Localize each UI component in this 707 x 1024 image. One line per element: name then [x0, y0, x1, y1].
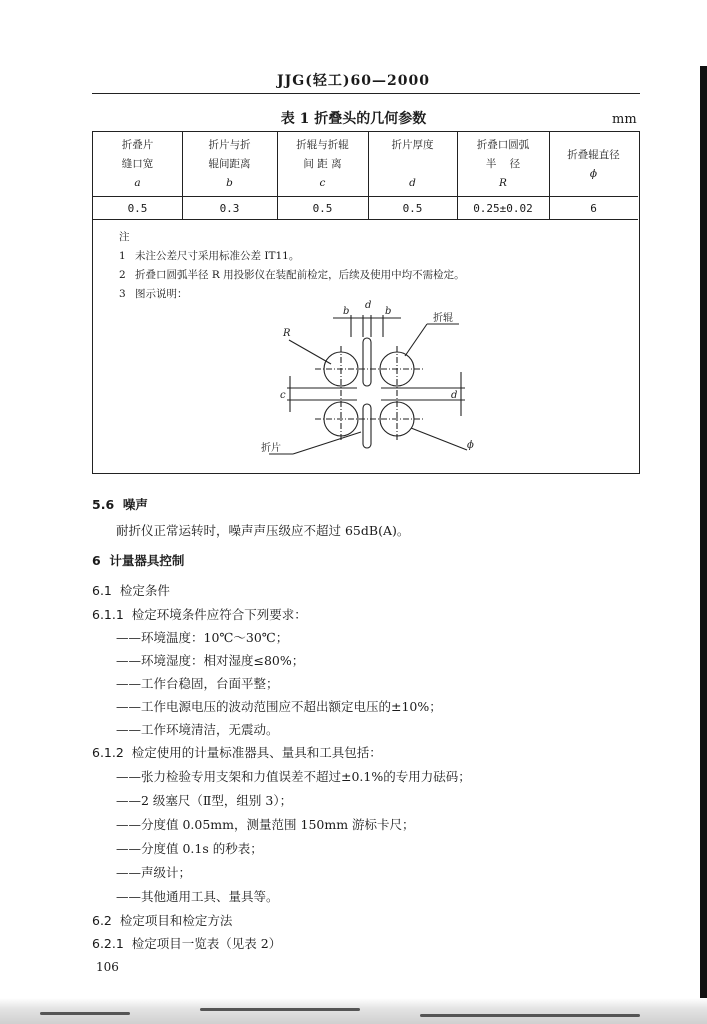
header-text: 折辊与折辊	[296, 139, 349, 151]
table-caption: 表 1 折叠头的几何参数	[280, 111, 427, 127]
section-heading	[92, 934, 281, 952]
section-heading	[92, 743, 382, 761]
note-number: 3	[119, 288, 126, 300]
value-cell-c: 0.5	[312, 202, 333, 215]
running-header: JJG(轻工)60—2000	[277, 73, 430, 89]
list-item: ——其他通用工具、量具等。	[116, 889, 279, 904]
upper-blade	[363, 338, 371, 386]
header-text: 折片与折	[208, 139, 251, 151]
section-number: 6.1.2	[92, 745, 124, 760]
section-title: 检定使用的计量标准器具、量具和工具包括：	[131, 745, 382, 760]
leader-line	[293, 432, 361, 454]
scan-edge-shadow	[700, 66, 707, 1024]
list-item: ——工作台稳固，台面平整；	[116, 676, 279, 691]
list-item: ——声级计；	[116, 865, 192, 880]
section-title: 检定条件	[119, 583, 170, 598]
parameter-table	[92, 131, 640, 474]
note-number: 1	[119, 250, 126, 262]
value-cell-r: 0.25±0.02	[473, 202, 533, 215]
list-item: ——张力检验专用支架和力值误差不超过±0.1%的专用力砝码；	[116, 769, 471, 784]
header-symbol: a	[134, 177, 141, 189]
scan-streak	[420, 1014, 640, 1017]
header-text: 间 距 离	[303, 158, 342, 170]
note-text: 未注公差尺寸采用标准公差 IT11。	[135, 250, 300, 262]
section-number: 6.1	[92, 583, 112, 598]
value-cell-d: 0.5	[402, 202, 423, 215]
label-phi: ϕ	[467, 440, 474, 451]
list-item: ——分度值 0.1s 的秒表；	[116, 841, 263, 856]
value-cell-phi: 6	[590, 202, 597, 215]
label-roller: 折辊	[433, 313, 453, 324]
list-item: ——工作环境清洁，无震动。	[116, 722, 279, 737]
list-item: ——环境湿度：相对湿度≤80%；	[116, 653, 305, 668]
note-text: 折叠口圆弧半径 R 用投影仪在装配前检定，后续及使用中均不需检定。	[135, 269, 465, 281]
header-symbol: ϕ	[589, 168, 598, 180]
section-number: 6.2.1	[92, 936, 124, 951]
scan-streak	[40, 1012, 130, 1015]
section-number: 5.6	[92, 497, 115, 512]
label-r: R	[283, 328, 291, 339]
note-number: 2	[119, 269, 126, 281]
list-item: ——分度值 0.05mm，测量范围 150mm 游标卡尺；	[116, 817, 415, 832]
section-heading	[92, 495, 148, 513]
list-item: ——环境温度：10℃～30℃；	[116, 630, 289, 645]
section-number: 6	[92, 553, 101, 568]
label-blade: 折片	[261, 443, 281, 454]
header-text: 折叠片	[121, 139, 154, 151]
section-title: 检定环境条件应符合下列要求：	[131, 607, 307, 622]
header-rule	[92, 93, 640, 94]
folding-head-diagram	[93, 132, 638, 472]
label-d-top: d	[365, 300, 372, 311]
section-title: 检定项目和检定方法	[119, 913, 233, 928]
header-text: 折叠口圆弧	[476, 139, 530, 151]
section-number: 6.1.1	[92, 607, 124, 622]
value-cell-a: 0.5	[127, 202, 148, 215]
header-symbol: R	[499, 177, 507, 189]
scan-streak	[200, 1008, 360, 1011]
notes-title: 注	[119, 231, 130, 243]
section-title: 检定项目一览表（见表 2）	[131, 936, 282, 951]
section-heading	[92, 605, 307, 623]
header-text: 缝口宽	[121, 158, 154, 170]
page-number: 106	[96, 960, 119, 974]
leader-line	[405, 324, 427, 356]
header-text: 辊间距离	[208, 158, 251, 170]
leader-line	[411, 428, 467, 450]
header-text: 折片厚度	[391, 139, 434, 151]
header-symbol: d	[409, 177, 416, 189]
label-b-left: b	[343, 306, 350, 317]
table-unit: mm	[612, 112, 637, 127]
header-symbol: c	[319, 177, 326, 189]
scan-bottom-edge	[0, 998, 707, 1024]
section-heading	[92, 911, 232, 929]
paragraph: 耐折仪正常运转时，噪声声压级应不超过 65dB(A)。	[116, 523, 410, 538]
header-text: 折叠辊直径	[567, 149, 620, 161]
list-item: ——2 级塞尺（Ⅱ型，组别 3）；	[116, 793, 293, 808]
leader-line	[289, 340, 331, 364]
note-text: 图示说明：	[135, 288, 188, 300]
lower-blade	[363, 404, 371, 448]
header-text: 半 径	[485, 158, 521, 170]
list-item: ——工作电源电压的波动范围应不超出额定电压的±10%；	[116, 699, 442, 714]
section-title: 噪声	[122, 497, 148, 512]
section-title: 计量器具控制	[109, 553, 185, 568]
value-cell-b: 0.3	[219, 202, 240, 215]
label-d-right: d	[451, 390, 458, 401]
section-heading	[92, 551, 184, 569]
section-heading	[92, 581, 170, 599]
label-b-right: b	[385, 306, 392, 317]
header-symbol: b	[226, 177, 233, 189]
section-number: 6.2	[92, 913, 112, 928]
label-c: c	[280, 390, 286, 401]
